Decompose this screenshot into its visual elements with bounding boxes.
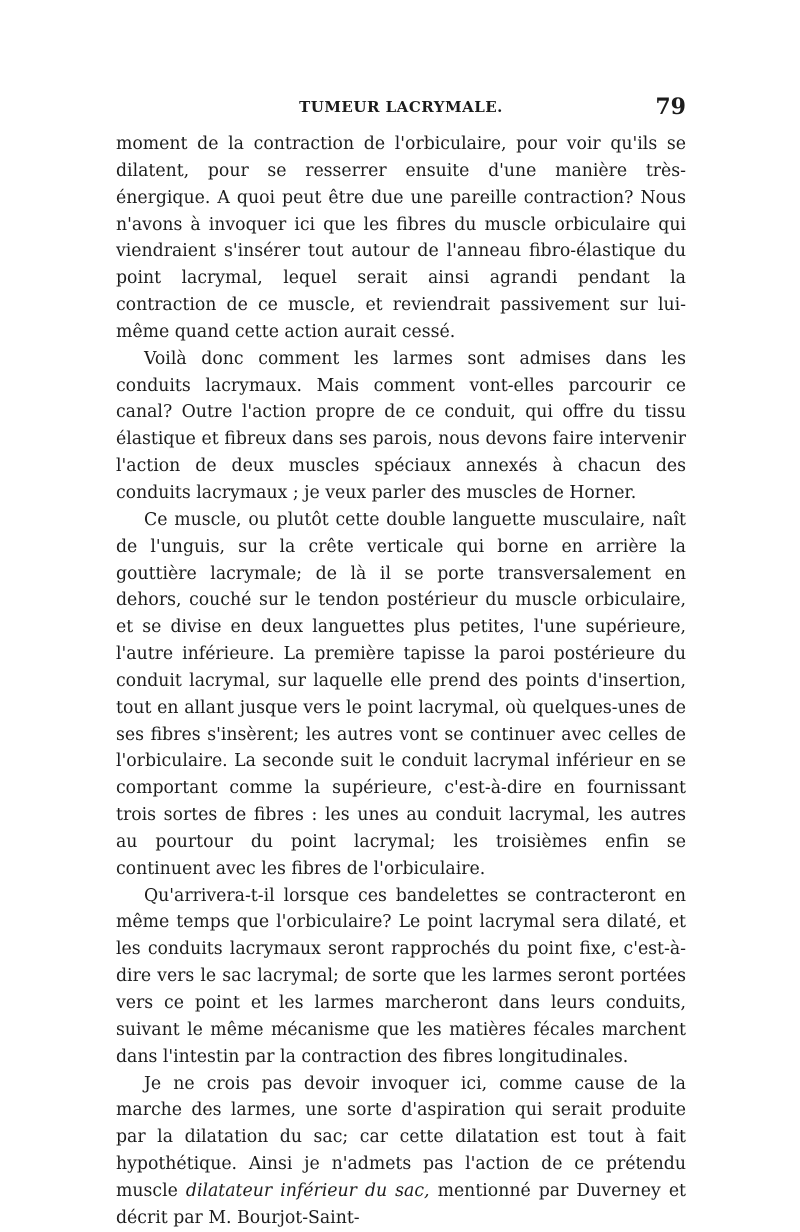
page-number: 79 — [655, 94, 686, 120]
paragraph-3: Ce muscle, ou plutôt cette double languette musculaire, naît de l'unguis, sur la crête verticale qui borne en arrière la gouttière lacrymale; de là il se porte transversalement en dehors, couché sur le tendon postérieur du muscle orbiculaire, et se divise en deux languettes plus petites, l'une supérieure, l'autre inférieure. La première tapisse la paroi postérieure du conduit lacrymal, sur laquelle elle prend des points d'insertion, tout en allant jusque vers le point lacrymal, où quelques-unes de ses fibres s'insèrent; les autres vont se continuer avec celles de l'orbiculaire. La seconde suit le conduit lacrymal inférieur en se comportant comme la supérieure, c'est-à-dire en fournissant trois sortes de fibres : les unes au conduit lacrymal, les autres au pourtour du point lacrymal; les troisièmes enfin se continuent avec les fibres de l'orbiculaire. — [116, 509, 686, 879]
paragraph-4: Qu'arrivera-t-il lorsque ces bandelettes se contracteront en même temps que l'orbiculaire? Le point lacrymal sera dilaté, et les conduits lacrymaux seront rapprochés du point fixe, c'est-à-dire vers le sac lacrymal; de sorte que les larmes seront portées vers ce point et les larmes marcheront dans leurs conduits, suivant le même mécanisme que les matières fécales marchent dans l'intestin par la contraction des fibres longitudinales. — [116, 885, 686, 1067]
paragraph-5-text-before: Je ne crois pas devoir invoquer ici, comme cause de la marche des larmes, une sorte d'aspiration qui serait produite par la dilatation du sac; car cette dilatation est tout à fait hypothétique. Ainsi je n'admets pas l'action de ce prétendu muscle — [116, 1073, 686, 1201]
paragraph-5-text-after: mentionné par Duverney et décrit par M. Bourjot-Saint- — [116, 1180, 687, 1228]
paragraph-5 — [116, 1071, 686, 1232]
page-header — [116, 96, 686, 126]
paragraph-2: Voilà donc comment les larmes sont admises dans les conduits lacrymaux. Mais comment vont-elles parcourir ce canal? Outre l'action propre de ce conduit, qui offre du tissu élastique et fibreux dans ses parois, nous devons faire intervenir l'action de deux muscles spéciaux annexés à chacun des conduits lacrymaux ; je veux parler des muscles de Horner. — [116, 348, 686, 503]
running-title: TUMEUR LACRYMALE. — [299, 98, 503, 116]
paragraph-5-italic-term: dilatateur inférieur du sac, — [185, 1180, 430, 1201]
book-page — [116, 0, 687, 1228]
paragraph-1: moment de la contraction de l'orbiculaire, pour voir qu'ils se dilatent, pour se resserrer ensuite d'une manière très-énergique. A quoi peut être due une pareille contraction? Nous n'avons à invoquer ici que les fibres du muscle orbiculaire qui viendraient s'insérer tout autour de l'anneau fibro-élastique du point lacrymal, lequel serait ainsi agrandi pendant la contraction de ce muscle, et reviendrait passivement sur lui-même quand cette action aurait cessé. — [116, 134, 686, 342]
body-text — [116, 131, 686, 1232]
